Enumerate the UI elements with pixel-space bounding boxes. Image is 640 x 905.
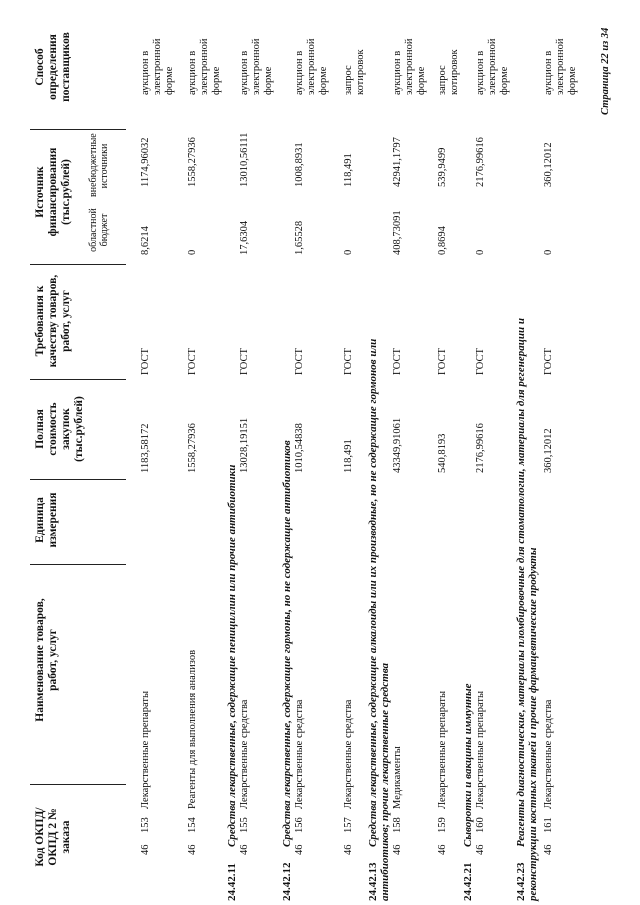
row-regional-budget: 0 <box>543 249 554 255</box>
group-code: 24.42.13 <box>367 862 379 901</box>
row-cost: 2176,99616 <box>475 423 486 473</box>
row-number: 156 <box>294 817 305 833</box>
column-divider <box>30 264 126 265</box>
row-method: аукцион в электронной форме <box>239 38 274 95</box>
row-region: 46 <box>437 844 448 855</box>
row-number: 155 <box>239 817 250 833</box>
row-number: 160 <box>475 817 486 833</box>
group-heading <box>226 465 238 901</box>
row-region: 46 <box>475 844 486 855</box>
row-regional-budget: 0 <box>343 249 354 255</box>
row-number: 159 <box>437 817 448 833</box>
column-divider <box>30 784 126 785</box>
row-number: 157 <box>343 817 354 833</box>
header-cost: Полная стоимость закупок (тыс.рублей) <box>34 396 85 462</box>
row-method: запрос котировок <box>343 49 366 95</box>
row-regional-budget: 1,65528 <box>294 220 305 255</box>
row-quality: ГОСТ <box>187 348 198 375</box>
row-name: Реагенты для выполнения анализов <box>187 649 198 809</box>
row-name: Лекарственные препараты <box>475 690 486 809</box>
row-method: аукцион в электронной форме <box>187 38 222 95</box>
row-quality: ГОСТ <box>294 348 305 375</box>
row-regional-budget: 8,6214 <box>140 226 151 255</box>
group-heading <box>281 440 293 901</box>
row-method: запрос котировок <box>437 49 460 95</box>
row-extra-budget: 1558,27936 <box>187 137 198 187</box>
row-cost: 13028,19151 <box>239 417 250 473</box>
row-region: 46 <box>140 844 151 855</box>
row-regional-budget: 0 <box>187 249 198 255</box>
row-region: 46 <box>343 844 354 855</box>
row-cost: 1183,58172 <box>140 423 151 473</box>
row-extra-budget: 13010,56111 <box>239 132 250 187</box>
header-method: Способ определения поставщиков <box>34 32 72 102</box>
row-method: аукцион в электронной форме <box>140 38 175 95</box>
row-cost: 540,8193 <box>437 433 448 473</box>
row-name: Медикаменты <box>392 746 403 809</box>
row-extra-budget: 1174,96032 <box>140 137 151 187</box>
row-regional-budget: 0 <box>475 249 486 255</box>
row-region: 46 <box>294 844 305 855</box>
group-code: 24.42.12 <box>281 862 293 901</box>
row-quality: ГОСТ <box>392 348 403 375</box>
group-name: Средства лекарственные, содержащие алкалоиды или их производные, но не содержащие гормонов или антибиотиков; прочие лекарственные средства <box>367 338 391 901</box>
row-cost: 1010,54838 <box>294 423 305 473</box>
header-source: Источник финансирования (тыс.рублей) <box>34 147 72 237</box>
row-method: аукцион в электронной форме <box>475 38 510 95</box>
row-region: 46 <box>543 844 554 855</box>
column-divider <box>30 379 126 380</box>
row-number: 158 <box>392 817 403 833</box>
header-quality: Требования к качеству товаров, работ, услуг <box>34 274 72 368</box>
row-extra-budget: 360,12012 <box>543 142 554 187</box>
row-regional-budget: 0,8694 <box>437 226 448 255</box>
row-quality: ГОСТ <box>437 348 448 375</box>
row-cost: 43349,91061 <box>392 417 403 473</box>
column-divider <box>30 564 126 565</box>
row-region: 46 <box>239 844 250 855</box>
group-name: Сыворотки и вакцины иммунные <box>462 683 474 847</box>
row-quality: ГОСТ <box>543 348 554 375</box>
row-cost: 1558,27936 <box>187 423 198 473</box>
row-extra-budget: 2176,99616 <box>475 137 486 187</box>
header-name: Наименование товаров, работ, услуг <box>34 598 59 722</box>
row-name: Лекарственные средства <box>239 699 250 809</box>
row-regional-budget: 408,73091 <box>392 210 403 255</box>
row-cost: 118,491 <box>343 439 354 473</box>
row-region: 46 <box>392 844 403 855</box>
header-source-extra: внебюджетные источники <box>88 133 110 197</box>
row-number: 154 <box>187 817 198 833</box>
row-name: Лекарственные препараты <box>437 690 448 809</box>
row-name: Лекарственные средства <box>294 699 305 809</box>
group-heading <box>515 271 539 901</box>
column-divider <box>30 129 126 130</box>
group-heading <box>367 271 391 901</box>
group-name: Средства лекарственные, содержащие пенициллин или прочие антибиотики <box>226 464 238 847</box>
header-unit: Единица измерения <box>34 492 59 548</box>
row-number: 153 <box>140 817 151 833</box>
row-method: аукцион в электронной форме <box>543 38 578 95</box>
page-number: Страница 22 из 34 <box>600 27 611 115</box>
row-name: Лекарственные средства <box>343 699 354 809</box>
row-extra-budget: 118,491 <box>343 153 354 187</box>
group-name: Реагенты диагностические, материалы пломбировочные для стоматологии, материалы для регенерации и реконструкции костных тканей и прочие фармацевтические продукты <box>515 318 539 901</box>
row-quality: ГОСТ <box>475 348 486 375</box>
row-extra-budget: 42941,1797 <box>392 137 403 187</box>
column-divider <box>30 479 126 480</box>
header-source-regional: областной бюджет <box>88 208 110 252</box>
row-extra-budget: 539,9499 <box>437 147 448 187</box>
row-number: 161 <box>543 817 554 833</box>
row-cost: 360,12012 <box>543 428 554 473</box>
row-regional-budget: 17,6304 <box>239 220 250 255</box>
row-method: аукцион в электронной форме <box>392 38 427 95</box>
row-quality: ГОСТ <box>343 348 354 375</box>
row-extra-budget: 1008,8931 <box>294 142 305 187</box>
row-name: Лекарственные средства <box>543 699 554 809</box>
group-code: 24.42.23 <box>515 862 527 901</box>
row-quality: ГОСТ <box>140 348 151 375</box>
group-heading <box>462 683 474 901</box>
header-code: Код ОКПД/ ОКПД 2 № заказа <box>34 807 72 867</box>
group-code: 24.42.11 <box>226 863 238 901</box>
row-quality: ГОСТ <box>239 348 250 375</box>
row-method: аукцион в электронной форме <box>294 38 329 95</box>
group-code: 24.42.21 <box>462 862 474 901</box>
group-name: Средства лекарственные, содержащие гормоны, но не содержащие антибиотиков <box>281 440 293 847</box>
row-region: 46 <box>187 844 198 855</box>
row-name: Лекарственные препараты <box>140 690 151 809</box>
